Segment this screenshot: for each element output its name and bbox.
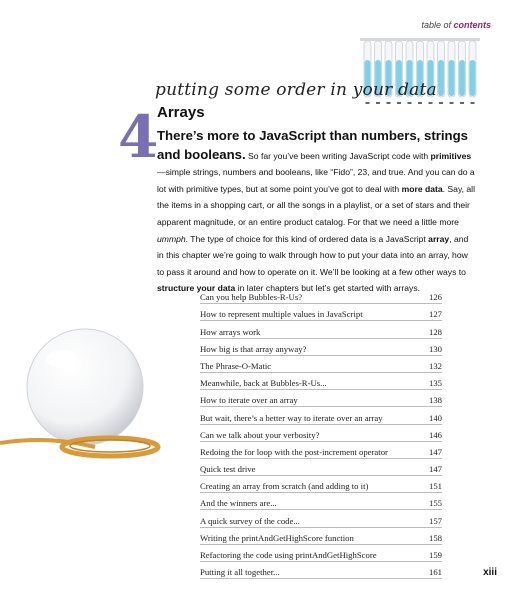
- intro-text: in later chapters but let’s get started with arrays.: [235, 283, 421, 294]
- intro-bold-more-data: more data: [401, 183, 443, 194]
- toc-row: [200, 528, 442, 545]
- tube-label-mark: [376, 102, 380, 104]
- toc-entry-title: Quick test drive: [200, 464, 256, 475]
- tube-label-mark: [366, 102, 370, 104]
- toc-row: [200, 339, 442, 356]
- toc-entry-title: How arrays work: [200, 326, 261, 337]
- toc-entry-page: 161: [428, 567, 442, 578]
- toc-entry-title: But wait, there’s a better way to iterate over an array: [200, 412, 383, 423]
- toc-entry-page: 146: [428, 429, 442, 440]
- header-label-prefix: table: [421, 20, 441, 30]
- tube-liquid: [470, 60, 476, 96]
- tube-label-mark: [471, 102, 475, 104]
- toc-entry-title: Meanwhile, back at Bubbles-R-Us...: [200, 378, 327, 389]
- toc-entry-title: Refactoring the code using printAndGetHighScore: [200, 550, 377, 560]
- chapter-tagline: putting some order in your data: [155, 80, 437, 100]
- toc-entry-title: Redoing the for loop with the post-increment operator: [200, 446, 388, 457]
- toc-entry-page: 135: [428, 378, 442, 389]
- toc-row: [200, 493, 442, 510]
- intro-text: . The type of choice for this kind of ordered data is a JavaScript: [185, 233, 429, 244]
- tube-label-mark: [387, 102, 391, 104]
- intro-bold-structure: structure your data: [157, 283, 236, 294]
- toc-list: [200, 287, 442, 579]
- tube-label-mark: [439, 102, 443, 104]
- toc-entry-title: Can you help Bubbles-R-Us?: [200, 292, 303, 303]
- toc-entry-page: 138: [428, 395, 442, 406]
- tube-label-mark: [429, 102, 433, 104]
- toc-row: [200, 304, 442, 321]
- toc-row: [200, 476, 442, 493]
- toc-entry-page: 159: [428, 550, 442, 560]
- tube-liquid: [438, 60, 444, 96]
- header-label-suffix: contents: [453, 20, 491, 30]
- toc-row: [200, 545, 442, 562]
- intro-text: So far you’ve been writing JavaScript code with: [245, 150, 431, 161]
- intro-lead: There’s more to JavaScript than numbers, strings and booleans.: [157, 128, 468, 162]
- toc-entry-title: And the winners are...: [200, 498, 277, 509]
- tube-label-mark: [450, 102, 454, 104]
- toc-row: [200, 356, 442, 373]
- toc-entry-page: 140: [428, 412, 442, 423]
- toc-row: [200, 510, 442, 527]
- toc-entry-page: 127: [428, 309, 442, 320]
- toc-entry-title: Can we talk about your verbosity?: [200, 429, 320, 440]
- toc-entry-page: 126: [428, 292, 442, 303]
- toc-entry-page: 130: [428, 343, 442, 354]
- toc-entry-page: 147: [428, 446, 442, 457]
- intro-italic-ummph: ummph: [157, 233, 186, 244]
- toc-entry-page: 157: [428, 515, 442, 526]
- toc-row: [200, 321, 442, 338]
- chapter-title: Arrays: [157, 104, 205, 121]
- intro-text: —simple strings, numbers and booleans, like “Fido”, 23, and true. And you can do a lot with primitive types, but at some point you’ve got to deal with: [157, 167, 475, 194]
- toc-entry-title: The Phrase-O-Matic: [200, 360, 272, 371]
- toc-row: [200, 287, 442, 304]
- chapter-intro: [157, 127, 475, 297]
- toc-entry-page: 155: [428, 498, 442, 509]
- intro-bold-array: array: [428, 233, 450, 244]
- tube-liquid: [449, 60, 455, 96]
- tube-label-mark: [408, 102, 412, 104]
- toc-entry-title: A quick survey of the code...: [200, 515, 300, 526]
- toc-entry-page: 128: [428, 326, 442, 337]
- page-number: xiii: [483, 567, 497, 578]
- toc-row: [200, 442, 442, 459]
- tube-label-mark: [418, 102, 422, 104]
- toc-entry-page: 147: [428, 464, 442, 475]
- toc-entry-title: How to represent multiple values in JavaScript: [200, 309, 363, 320]
- toc-row: [200, 373, 442, 390]
- intro-bold-primitives: primitives: [430, 150, 472, 161]
- toc-entry-page: 132: [428, 360, 442, 371]
- tube-liquid: [459, 60, 465, 96]
- toc-row: [200, 390, 442, 407]
- toc-entry-title: Putting it all together...: [200, 567, 280, 578]
- toc-row: [200, 425, 442, 442]
- toc-entry-page: 151: [428, 481, 442, 492]
- tube-label-mark: [460, 102, 464, 104]
- toc-row: [200, 562, 442, 579]
- toc-entry-title: How to iterate over an array: [200, 395, 298, 406]
- chapter-number: 4: [118, 103, 159, 171]
- toc-entry-title: Writing the printAndGetHighScore function: [200, 532, 354, 543]
- toc-row: [200, 459, 442, 476]
- header-label-mid: of: [440, 20, 454, 30]
- toc-entry-page: 158: [428, 532, 442, 543]
- intro-text: , and in this chapter we’re going to walk through how to put your data into an array, how to pass it around and how to operate on it. We’ll be looking at a few other ways to: [157, 233, 469, 277]
- section-header: [421, 20, 491, 30]
- tube-label-mark: [397, 102, 401, 104]
- toc-row: [200, 407, 442, 424]
- soap-bubble-illustration: [0, 325, 200, 475]
- toc-entry-title: Creating an array from scratch (and adding to it): [200, 481, 369, 492]
- intro-text: . Say, all the items in a shopping cart, or all the songs in a playlist, or a set of stars and their apparent magnitude, or an entire product catalog. For that we need a little more: [157, 183, 475, 227]
- toc-entry-title: How big is that array anyway?: [200, 343, 307, 354]
